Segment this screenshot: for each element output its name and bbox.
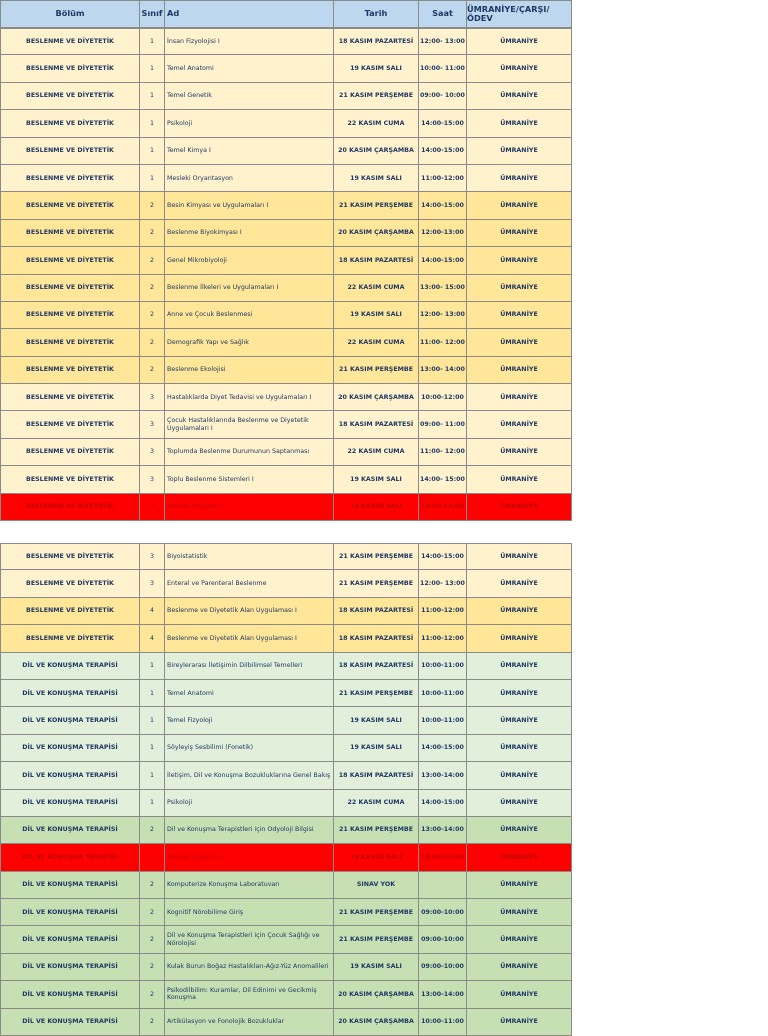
cell-tarih: 21 KASIM PERŞEMBE xyxy=(334,192,419,219)
header-sinif: Sınıf xyxy=(140,0,165,28)
cell-ad: Toplumda Beslenme Durumunun Saptanması xyxy=(165,439,334,466)
table-row xyxy=(0,494,572,521)
cell-ad: Söyleyiş Sesbilimi (Fonetik) xyxy=(165,735,334,762)
cell-tarih: 21 KASIM PERŞEMBE xyxy=(334,899,419,926)
cell-saat: 13:00-14:00 xyxy=(419,844,467,871)
cell-tarih: 19 KASIM SALI xyxy=(334,735,419,762)
cell-saat: 13:00-14:00 xyxy=(419,762,467,789)
cell-yer: ÜMRANİYE xyxy=(467,192,572,219)
header-ad: Ad xyxy=(165,0,334,28)
cell-sinif: 1 xyxy=(140,28,165,55)
cell-ad: Beslenme ve Diyetetik Alan Uygulaması I xyxy=(165,625,334,652)
cell-yer: ÜMRANİYE xyxy=(467,1009,572,1036)
cell-sinif: 1 xyxy=(140,110,165,137)
cell-saat: 13:00-14:00 xyxy=(419,494,467,521)
cell-bolum: BESLENME VE DİYETETİK xyxy=(0,83,140,110)
cell-saat: 14:00-15:00 xyxy=(419,138,467,165)
cell-sinif: 2 xyxy=(140,954,165,981)
cell-saat: 09:00-10:00 xyxy=(419,954,467,981)
cell-tarih: 18 KASIM PAZARTESİ xyxy=(334,625,419,652)
cell-tarih: 19 KASIM SALI xyxy=(334,844,419,871)
table-row xyxy=(0,28,572,55)
cell-sinif: 2 xyxy=(140,192,165,219)
table-row xyxy=(0,762,572,789)
cell-bolum: DİL VE KONUŞMA TERAPİSİ xyxy=(0,899,140,926)
cell-sinif: 1 xyxy=(140,707,165,734)
cell-yer: ÜMRANİYE xyxy=(467,926,572,953)
cell-bolum: BESLENME VE DİYETETİK xyxy=(0,411,140,438)
cell-yer: ÜMRANİYE xyxy=(467,790,572,817)
cell-yer: ÜMRANİYE xyxy=(467,598,572,625)
cell-sinif: 2 xyxy=(140,1009,165,1036)
cell-sinif: 3 xyxy=(140,411,165,438)
cell-tarih: 21 KASIM PERŞEMBE xyxy=(334,83,419,110)
cell-tarih: 22 KASIM CUMA xyxy=(334,110,419,137)
cell-sinif: 1 xyxy=(140,83,165,110)
cell-tarih: 20 KASIM ÇARŞAMBA xyxy=(334,981,419,1008)
cell-yer: ÜMRANİYE xyxy=(467,28,572,55)
table-row xyxy=(0,439,572,466)
cell-bolum: DİL VE KONUŞMA TERAPİSİ xyxy=(0,872,140,899)
cell-saat: 11:00-12:00 xyxy=(419,165,467,192)
cell-saat: 13:00-14:00 xyxy=(419,817,467,844)
cell-tarih: 22 KASIM CUMA xyxy=(334,275,419,302)
table-row xyxy=(0,466,572,493)
cell-ad: Mesleki İngilizce I xyxy=(165,844,334,871)
cell-bolum: BESLENME VE DİYETETİK xyxy=(0,110,140,137)
cell-sinif: 2 xyxy=(140,357,165,384)
cell-saat: 14:00-15:00 xyxy=(419,543,467,570)
cell-sinif: 2 xyxy=(140,872,165,899)
cell-ad: Kognitif Nörobilime Giriş xyxy=(165,899,334,926)
header-saat: Saat xyxy=(419,0,467,28)
table-row xyxy=(0,357,572,384)
cell-tarih: 21 KASIM PERŞEMBE xyxy=(334,570,419,597)
cell-yer: ÜMRANİYE xyxy=(467,220,572,247)
cell-ad: Artikülasyon ve Fonolojik Bozukluklar xyxy=(165,1009,334,1036)
cell-tarih: 22 KASIM CUMA xyxy=(334,329,419,356)
cell-tarih: 21 KASIM PERŞEMBE xyxy=(334,357,419,384)
cell-ad: Beslenme Ekolojisi xyxy=(165,357,334,384)
cell-sinif: 2 xyxy=(140,926,165,953)
cell-bolum: DİL VE KONUŞMA TERAPİSİ xyxy=(0,790,140,817)
cell-ad: Beslenme ve Diyetetik Alan Uygulaması I xyxy=(165,598,334,625)
cell-saat: 14:00-15:00 xyxy=(419,110,467,137)
cell-yer: ÜMRANİYE xyxy=(467,494,572,521)
table-row xyxy=(0,981,572,1008)
cell-bolum: BESLENME VE DİYETETİK xyxy=(0,543,140,570)
table-row xyxy=(0,570,572,597)
cell-ad: Komputerize Konuşma Laboratuvarı xyxy=(165,872,334,899)
cell-yer: ÜMRANİYE xyxy=(467,138,572,165)
cell-yer: ÜMRANİYE xyxy=(467,384,572,411)
cell-tarih: 18 KASIM PAZARTESİ xyxy=(334,28,419,55)
cell-saat: 10:00-11:00 xyxy=(419,707,467,734)
cell-sinif: 2 xyxy=(140,899,165,926)
cell-tarih: 22 KASIM CUMA xyxy=(334,790,419,817)
cell-sinif: 2 xyxy=(140,275,165,302)
table-row xyxy=(0,598,572,625)
cell-ad: İnsan Fizyolojisi I xyxy=(165,28,334,55)
cell-saat: 10:00-11:00 xyxy=(419,680,467,707)
cell-tarih: 20 KASIM ÇARŞAMBA xyxy=(334,220,419,247)
cell-yer: ÜMRANİYE xyxy=(467,872,572,899)
cell-bolum: DİL VE KONUŞMA TERAPİSİ xyxy=(0,844,140,871)
cell-sinif: 1 xyxy=(140,165,165,192)
cell-bolum: BESLENME VE DİYETETİK xyxy=(0,384,140,411)
cell-tarih: 19 KASIM SALI xyxy=(334,707,419,734)
cell-bolum: DİL VE KONUŞMA TERAPİSİ xyxy=(0,680,140,707)
cell-yer: ÜMRANİYE xyxy=(467,357,572,384)
cell-yer: ÜMRANİYE xyxy=(467,165,572,192)
cell-yer: ÜMRANİYE xyxy=(467,707,572,734)
cell-ad: Besin Kimyası ve Uygulamaları I xyxy=(165,192,334,219)
cell-bolum: BESLENME VE DİYETETİK xyxy=(0,165,140,192)
cell-ad: Biyoistatistik xyxy=(165,543,334,570)
cell-saat: 10:00-11:00 xyxy=(419,653,467,680)
cell-ad: Psikoloji xyxy=(165,790,334,817)
cell-yer: ÜMRANİYE xyxy=(467,954,572,981)
header-yer: ÜMRANİYE/ÇARŞI/ÖDEV xyxy=(467,0,572,28)
cell-bolum: BESLENME VE DİYETETİK xyxy=(0,439,140,466)
table-row xyxy=(0,384,572,411)
cell-saat: 12:00-13:00 xyxy=(419,220,467,247)
cell-bolum: BESLENME VE DİYETETİK xyxy=(0,598,140,625)
cell-saat: 13:00- 14:00 xyxy=(419,357,467,384)
cell-tarih: 21 KASIM PERŞEMBE xyxy=(334,680,419,707)
cell-sinif: 4 xyxy=(140,625,165,652)
table-row xyxy=(0,138,572,165)
cell-ad: Temel Genetik xyxy=(165,83,334,110)
cell-tarih: 20 KASIM ÇARŞAMBA xyxy=(334,384,419,411)
cell-yer: ÜMRANİYE xyxy=(467,411,572,438)
table-row xyxy=(0,707,572,734)
cell-bolum: BESLENME VE DİYETETİK xyxy=(0,466,140,493)
cell-saat: 14:00-15:00 xyxy=(419,735,467,762)
cell-bolum: BESLENME VE DİYETETİK xyxy=(0,247,140,274)
cell-saat: 11:00-12:00 xyxy=(419,598,467,625)
cell-sinif: 1 xyxy=(140,55,165,82)
table-row xyxy=(0,680,572,707)
header-bolum: Bölüm xyxy=(0,0,140,28)
table-row xyxy=(0,220,572,247)
exam-table-1 xyxy=(0,28,572,521)
table-row xyxy=(0,1009,572,1036)
cell-sinif: 3 xyxy=(140,384,165,411)
cell-yer: ÜMRANİYE xyxy=(467,653,572,680)
cell-ad: Mesleki Oryantasyon xyxy=(165,165,334,192)
cell-sinif: 1 xyxy=(140,790,165,817)
cell-saat: 14:00-15:00 xyxy=(419,247,467,274)
cell-bolum: DİL VE KONUŞMA TERAPİSİ xyxy=(0,1009,140,1036)
cell-bolum: DİL VE KONUŞMA TERAPİSİ xyxy=(0,653,140,680)
table-header xyxy=(0,0,572,28)
cell-yer: ÜMRANİYE xyxy=(467,83,572,110)
cell-ad: Demografik Yapı ve Sağlık xyxy=(165,329,334,356)
cell-ad: Bireylerarası İletişimin Dilbilimsel Temelleri xyxy=(165,653,334,680)
cell-saat: 13:00- 15:00 xyxy=(419,275,467,302)
cell-ad: Anne ve Çocuk Beslenmesi xyxy=(165,302,334,329)
cell-yer: ÜMRANİYE xyxy=(467,680,572,707)
table-row xyxy=(0,302,572,329)
cell-saat: 09:00-10:00 xyxy=(419,926,467,953)
table-row xyxy=(0,165,572,192)
table-row xyxy=(0,817,572,844)
cell-bolum: BESLENME VE DİYETETİK xyxy=(0,302,140,329)
cell-saat: 09:00-10:00 xyxy=(419,899,467,926)
cell-ad: Temel Kimya I xyxy=(165,138,334,165)
cell-yer: ÜMRANİYE xyxy=(467,247,572,274)
cell-saat: 12:00- 13:00 xyxy=(419,28,467,55)
cell-sinif: 2 xyxy=(140,302,165,329)
cell-bolum: BESLENME VE DİYETETİK xyxy=(0,275,140,302)
cell-sinif: 1 xyxy=(140,735,165,762)
cell-saat: 10:00-11:00 xyxy=(419,1009,467,1036)
cell-saat xyxy=(419,872,467,899)
cell-ad: Dil ve Konuşma Terapistleri için Çocuk Sağlığı ve Nörolojisi xyxy=(165,926,334,953)
cell-yer: ÜMRANİYE xyxy=(467,981,572,1008)
table-row xyxy=(0,247,572,274)
cell-tarih: 19 KASIM SALI xyxy=(334,55,419,82)
cell-yer: ÜMRANİYE xyxy=(467,329,572,356)
table-row xyxy=(0,110,572,137)
cell-bolum: DİL VE KONUŞMA TERAPİSİ xyxy=(0,762,140,789)
cell-sinif: 2 xyxy=(140,844,165,871)
table-row xyxy=(0,55,572,82)
cell-ad: Dil ve Konuşma Terapistleri için Odyoloji Bilgisi xyxy=(165,817,334,844)
cell-bolum: DİL VE KONUŞMA TERAPİSİ xyxy=(0,735,140,762)
cell-yer: ÜMRANİYE xyxy=(467,439,572,466)
table-row xyxy=(0,543,572,570)
cell-saat: 10:00- 11:00 xyxy=(419,55,467,82)
cell-yer: ÜMRANİYE xyxy=(467,466,572,493)
cell-sinif: 2 xyxy=(140,220,165,247)
cell-tarih: 18 KASIM PAZARTESİ xyxy=(334,247,419,274)
table-row xyxy=(0,844,572,871)
cell-tarih: 22 KASIM CUMA xyxy=(334,439,419,466)
cell-saat: 14:00- 15:00 xyxy=(419,466,467,493)
cell-yer: ÜMRANİYE xyxy=(467,302,572,329)
cell-sinif: 3 xyxy=(140,570,165,597)
cell-yer: ÜMRANİYE xyxy=(467,844,572,871)
cell-yer: ÜMRANİYE xyxy=(467,625,572,652)
cell-ad: Çocuk Hastalıklarında Beslenme ve Diyetetik Uygulamaları I xyxy=(165,411,334,438)
cell-tarih: 19 KASIM SALI xyxy=(334,954,419,981)
cell-bolum: BESLENME VE DİYETETİK xyxy=(0,55,140,82)
cell-ad: Mesleki İngilizce I xyxy=(165,494,334,521)
cell-ad: Kulak Burun Boğaz Hastalıkları-Ağız-Yüz Anomalileri xyxy=(165,954,334,981)
cell-sinif: 2 xyxy=(140,817,165,844)
cell-saat: 12:00- 13:00 xyxy=(419,570,467,597)
exam-schedule-sheet-1 xyxy=(0,0,572,521)
cell-ad: Temel Fizyoloji xyxy=(165,707,334,734)
cell-ad: Genel Mikrobiyoloji xyxy=(165,247,334,274)
cell-saat: 10:00-12:00 xyxy=(419,384,467,411)
cell-tarih: 19 KASIM SALI xyxy=(334,165,419,192)
cell-sinif: 2 xyxy=(140,247,165,274)
table-row xyxy=(0,83,572,110)
cell-sinif: 2 xyxy=(140,981,165,1008)
cell-bolum: BESLENME VE DİYETETİK xyxy=(0,625,140,652)
table-row xyxy=(0,625,572,652)
cell-saat: 09:00- 10:00 xyxy=(419,83,467,110)
cell-tarih: 20 KASIM ÇARŞAMBA xyxy=(334,1009,419,1036)
cell-yer: ÜMRANİYE xyxy=(467,275,572,302)
cell-ad: Beslenme Biyokimyası I xyxy=(165,220,334,247)
cell-ad: Beslenme İlkeleri ve Uygulamaları I xyxy=(165,275,334,302)
cell-bolum: BESLENME VE DİYETETİK xyxy=(0,570,140,597)
table-row xyxy=(0,926,572,953)
cell-ad: Psikodilbilim: Kuramlar, Dil Edinimi ve Gecikmiş Konuşma xyxy=(165,981,334,1008)
cell-yer: ÜMRANİYE xyxy=(467,110,572,137)
cell-bolum: BESLENME VE DİYETETİK xyxy=(0,220,140,247)
cell-yer: ÜMRANİYE xyxy=(467,762,572,789)
cell-bolum: DİL VE KONUŞMA TERAPİSİ xyxy=(0,707,140,734)
table-row xyxy=(0,954,572,981)
cell-ad: İletişim, Dil ve Konuşma Bozukluklarına Genel Bakış xyxy=(165,762,334,789)
cell-sinif: 2 xyxy=(140,329,165,356)
cell-tarih: 21 KASIM PERŞEMBE xyxy=(334,926,419,953)
table-row xyxy=(0,735,572,762)
cell-bolum: BESLENME VE DİYETETİK xyxy=(0,28,140,55)
table-row xyxy=(0,275,572,302)
cell-ad: Psikoloji xyxy=(165,110,334,137)
cell-ad: Toplu Beslenme Sistemleri I xyxy=(165,466,334,493)
table-row xyxy=(0,790,572,817)
cell-bolum: DİL VE KONUŞMA TERAPİSİ xyxy=(0,954,140,981)
cell-ad: Enteral ve Parenteral Beslenme xyxy=(165,570,334,597)
cell-bolum: BESLENME VE DİYETETİK xyxy=(0,494,140,521)
cell-yer: ÜMRANİYE xyxy=(467,570,572,597)
cell-saat: 12:00- 13:00 xyxy=(419,302,467,329)
cell-tarih: 20 KASIM ÇARŞAMBA xyxy=(334,138,419,165)
cell-tarih: 18 KASIM PAZARTESİ xyxy=(334,598,419,625)
cell-tarih: 18 KASIM PAZARTESİ xyxy=(334,411,419,438)
cell-saat: 14:00-15:00 xyxy=(419,192,467,219)
cell-bolum: BESLENME VE DİYETETİK xyxy=(0,357,140,384)
cell-sinif: 3 xyxy=(140,439,165,466)
cell-tarih: SINAV YOK xyxy=(334,872,419,899)
cell-sinif: 1 xyxy=(140,138,165,165)
cell-sinif: 1 xyxy=(140,680,165,707)
cell-tarih: 21 KASIM PERŞEMBE xyxy=(334,817,419,844)
cell-tarih: 19 KASIM SALI xyxy=(334,302,419,329)
cell-yer: ÜMRANİYE xyxy=(467,899,572,926)
cell-bolum: BESLENME VE DİYETETİK xyxy=(0,138,140,165)
cell-sinif: 3 xyxy=(140,494,165,521)
table-row xyxy=(0,329,572,356)
cell-bolum: DİL VE KONUŞMA TERAPİSİ xyxy=(0,981,140,1008)
table-row xyxy=(0,192,572,219)
cell-saat: 11:00- 12:00 xyxy=(419,329,467,356)
cell-ad: Temel Anatomi xyxy=(165,55,334,82)
cell-bolum: BESLENME VE DİYETETİK xyxy=(0,329,140,356)
cell-saat: 14:00-15:00 xyxy=(419,790,467,817)
cell-yer: ÜMRANİYE xyxy=(467,543,572,570)
cell-sinif: 1 xyxy=(140,762,165,789)
cell-saat: 09:00- 11:00 xyxy=(419,411,467,438)
cell-ad: Temel Anatomi xyxy=(165,680,334,707)
header-tarih: Tarih xyxy=(334,0,419,28)
cell-sinif: 1 xyxy=(140,653,165,680)
cell-sinif: 4 xyxy=(140,598,165,625)
cell-tarih: 19 KASIM SALI xyxy=(334,494,419,521)
cell-yer: ÜMRANİYE xyxy=(467,55,572,82)
cell-yer: ÜMRANİYE xyxy=(467,735,572,762)
cell-tarih: 18 KASIM PAZARTESİ xyxy=(334,653,419,680)
cell-tarih: 21 KASIM PERŞEMBE xyxy=(334,543,419,570)
table-row xyxy=(0,411,572,438)
cell-sinif: 3 xyxy=(140,466,165,493)
cell-bolum: BESLENME VE DİYETETİK xyxy=(0,192,140,219)
cell-bolum: DİL VE KONUŞMA TERAPİSİ xyxy=(0,926,140,953)
cell-sinif: 3 xyxy=(140,543,165,570)
cell-yer: ÜMRANİYE xyxy=(467,817,572,844)
cell-saat: 11:00- 12:00 xyxy=(419,439,467,466)
cell-bolum: DİL VE KONUŞMA TERAPİSİ xyxy=(0,817,140,844)
cell-ad: Hastalıklarda Diyet Tedavisi ve Uygulamaları I xyxy=(165,384,334,411)
cell-tarih: 19 KASIM SALI xyxy=(334,466,419,493)
exam-table-2 xyxy=(0,543,572,1036)
cell-tarih: 18 KASIM PAZARTESİ xyxy=(334,762,419,789)
table-row xyxy=(0,872,572,899)
table-row xyxy=(0,653,572,680)
table-row xyxy=(0,899,572,926)
cell-saat: 11:00-12:00 xyxy=(419,625,467,652)
cell-saat: 13:00-14:00 xyxy=(419,981,467,1008)
exam-schedule-sheet-2 xyxy=(0,543,572,1036)
